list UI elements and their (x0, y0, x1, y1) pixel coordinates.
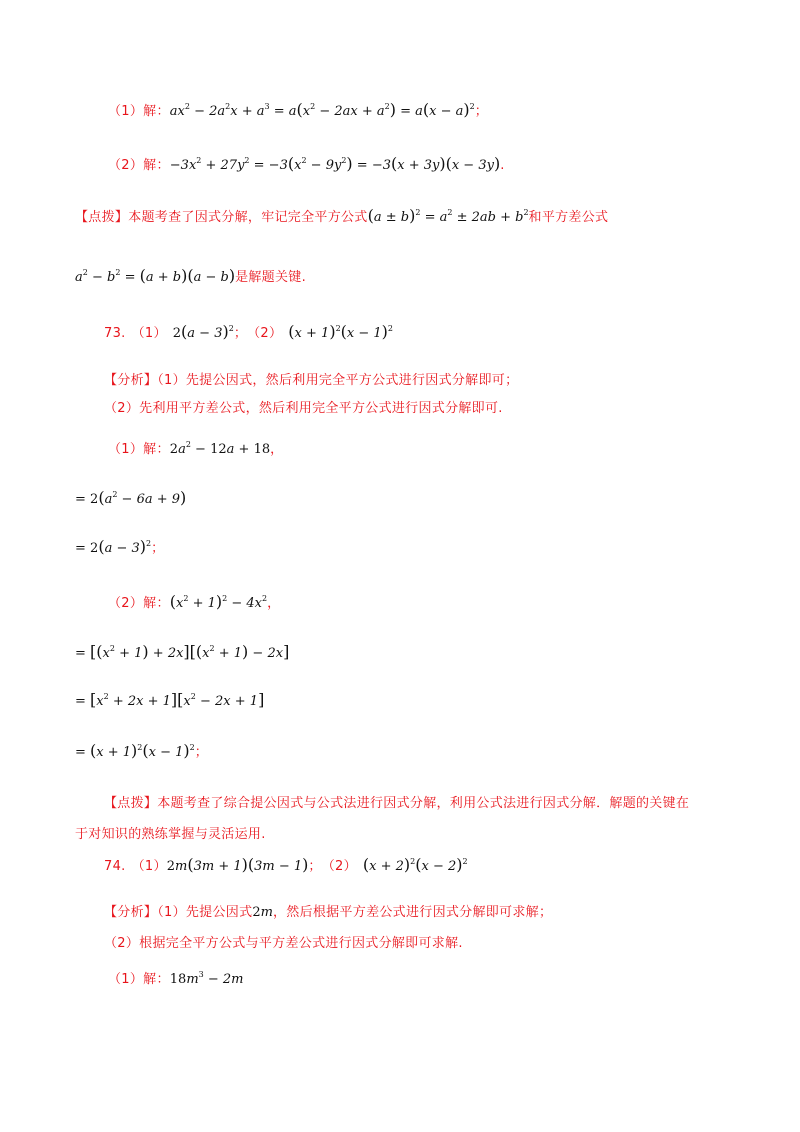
part-label: （1） (131, 326, 167, 341)
solution-label: （1）解： (108, 442, 170, 457)
part-label: （2） (321, 859, 357, 874)
math-formula: 2m (252, 905, 273, 920)
punctuation: ； (474, 104, 489, 119)
tip-text: 【点拨】本题考查了综合提公因式与公式法进行因式分解，利用公式法进行因式分解．解题的关键在 (104, 796, 690, 811)
tip-note-cont (75, 266, 306, 285)
punctuation: ； (233, 326, 248, 341)
part-label: （2） (247, 326, 283, 341)
solution-73-2 (108, 592, 280, 611)
tip-text: 是解题关键. (235, 270, 307, 285)
punctuation: ； (151, 541, 165, 556)
question-74 (104, 855, 468, 874)
solution-part-1 (108, 100, 488, 119)
analysis-text: （2）先利用平方差公式，然后利用完全平方公式进行因式分解即可. (104, 401, 503, 416)
solution-label: （2）解： (108, 158, 170, 173)
derivation-step (75, 741, 208, 760)
tip-text: 于对知识的熟练掌握与灵活运用. (75, 827, 266, 842)
math-formula: = $2(a - 3)^2$ (75, 537, 152, 556)
punctuation: ， (267, 596, 281, 611)
tip-text: 【点拨】本题考查了因式分解，牢记完全平方公式 (75, 210, 368, 225)
math-formula: $ax^2 - 2a^2x + a^3 = a(x^2 - 2ax + a^2) = a(x - a)^2$ (169, 100, 475, 119)
math-formula: $-3x^2 + 27y^2 = -3(x^2 - 9y^2) = -3(x + 3y)(x - 3y)$ (169, 154, 501, 173)
answer-formula: $2(a - 3)^2$ (172, 322, 234, 341)
math-formula: = $[x^2 + 2x + 1][x^2 - 2x + 1]$ (75, 690, 265, 709)
tip-note-cont (75, 823, 266, 842)
math-formula: = $2(a^2 - 6a + 9)$ (75, 488, 187, 507)
analysis-text: （2）根据完全平方公式与平方差公式进行因式分解即可求解. (104, 936, 463, 951)
analysis-text: 【分析】（1）先提公因式，然后利用完全平方公式进行因式分解即可； (104, 373, 519, 388)
math-formula: $18m^3 - 2m$ (169, 970, 244, 987)
analysis-line (104, 901, 552, 920)
question-73 (104, 322, 393, 341)
derivation-step (75, 537, 164, 556)
punctuation: . (500, 158, 505, 173)
solution-74-1 (108, 968, 244, 987)
solution-label: （1）解： (108, 972, 170, 987)
question-number: 74. (104, 859, 126, 874)
derivation-step (75, 488, 187, 507)
math-formula: $(a \pm b)^2 = a^2 \pm 2ab + b^2$ (367, 206, 529, 225)
tip-text: 和平方差公式 (528, 210, 609, 225)
tip-note (104, 792, 689, 811)
math-formula: $(x^2 + 1)^2 - 4x^2$ (169, 592, 268, 611)
solution-part-2 (108, 154, 505, 173)
math-formula: = $(x + 1)^2(x - 1)^2$ (75, 741, 195, 760)
analysis-text: 【分析】（1）先提公因式 (104, 905, 253, 920)
derivation-step (75, 690, 265, 709)
analysis-line (104, 369, 518, 388)
analysis-text: ，然后根据平方差公式进行因式分解即可求解； (272, 905, 553, 920)
punctuation: ； (308, 859, 322, 874)
question-number: 73. (104, 326, 126, 341)
answer-formula: 2m(3m + 1)(3m − 1) (166, 855, 309, 874)
answer-formula: $(x + 2)^2(x - 2)^2$ (362, 855, 468, 874)
math-formula: $a^2 - b^2 = (a + b)(a - b)$ (75, 266, 236, 285)
part-label: （1） (131, 859, 167, 874)
derivation-step (75, 642, 290, 661)
solution-73-1 (108, 438, 283, 457)
solution-label: （2）解： (108, 596, 170, 611)
analysis-line (104, 397, 503, 416)
math-formula: = $[(x^2 + 1) + 2x][(x^2 + 1) - 2x]$ (75, 642, 290, 661)
punctuation: ， (270, 442, 284, 457)
analysis-line (104, 932, 463, 951)
math-formula: $2a^2 - 12a + 18$ (169, 440, 271, 457)
punctuation: ； (194, 745, 209, 760)
answer-formula: $(x + 1)^2(x - 1)^2$ (288, 322, 394, 341)
solution-label: （1）解： (108, 104, 170, 119)
tip-note (75, 206, 608, 225)
